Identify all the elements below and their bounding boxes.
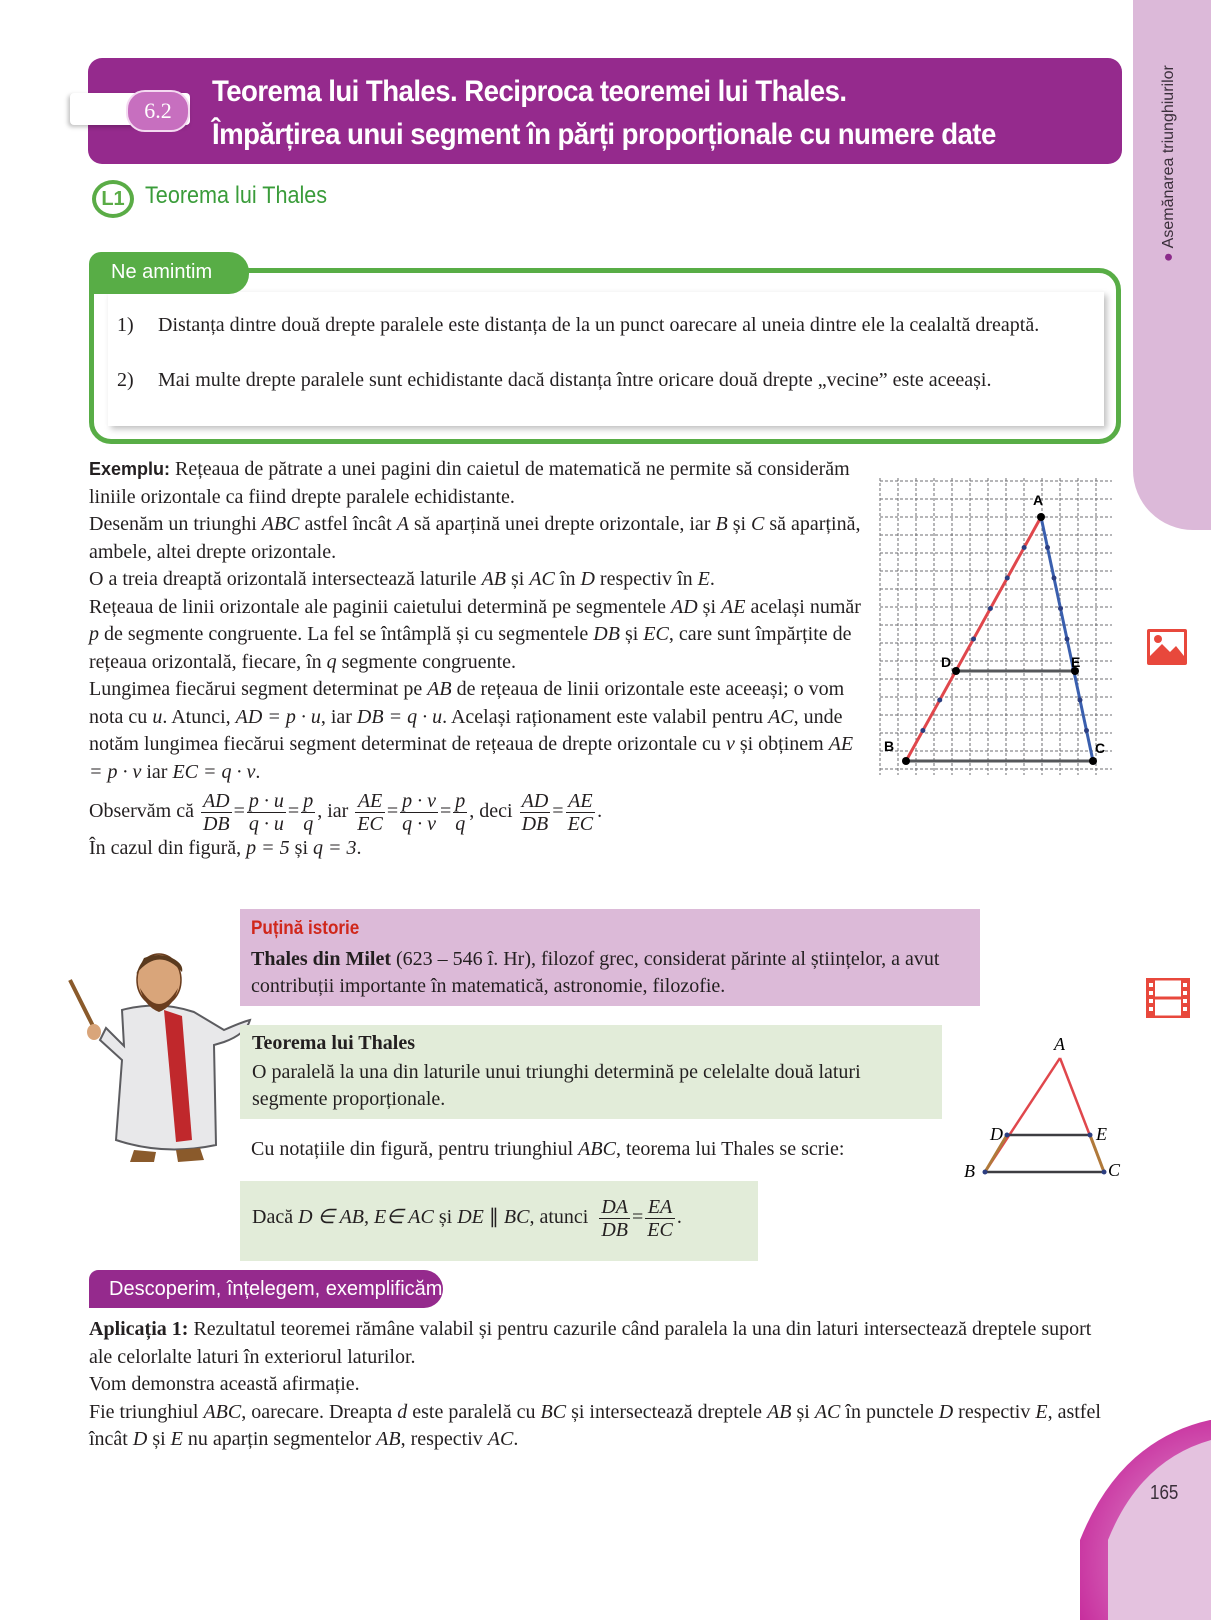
- theorem-statement: O paralelă la una din laturile unui triunghi determină pe celelalte două laturi segmente proporționale.: [252, 1061, 861, 1110]
- theorem-triangle-figure: [960, 1030, 1130, 1190]
- theorem-notation: Cu notațiile din figură, pentru triunghiul ABC, teorema lui Thales se scrie:: [251, 1138, 845, 1160]
- label-C: C: [1095, 740, 1106, 756]
- lesson-title-line1: Teorema lui Thales. Reciproca teoremei lui Thales.: [212, 75, 847, 108]
- lesson-part-title: Teorema lui Thales: [145, 182, 328, 209]
- lesson-part-badge: L1: [92, 180, 134, 218]
- image-icon[interactable]: [1146, 628, 1188, 666]
- film-icon[interactable]: [1146, 978, 1190, 1018]
- svg-text:A: A: [1054, 1034, 1065, 1054]
- discover-tab: Descoperim, înțelegem, exemplificăm: [89, 1270, 443, 1308]
- svg-text:C: C: [1108, 1160, 1121, 1180]
- page-corner: [1080, 1420, 1211, 1620]
- thales-illustration: [64, 950, 254, 1175]
- svg-text:D: D: [990, 1124, 1003, 1144]
- lesson-number-badge: 6.2: [126, 90, 190, 132]
- grid-triangle-figure: [872, 470, 1122, 780]
- label-E: E: [1071, 654, 1081, 670]
- application-paragraph: Aplicația 1: Rezultatul teoremei rămâne valabil și pentru cazurile când paralela la una din laturi intersectează dreptele suport ale celorlalte laturi în exteriorul laturilor. Vom demonstra această afirmație. Fie triunghiul ABC, oarecare. Dreapta d este paralelă cu BC și intersectează dreptele AB și AC în punctele D respectiv E, astfel încât D și E nu aparțin segmentelor AB, respectiv AC.: [89, 1318, 1101, 1450]
- ratio-observation: Observăm că $\frac{AD}{DB}$ = $\frac{p \cdot u}{q \cdot u}$ = $\frac{p}{q}$ , iar $\frac{AE}{EC}$ = $\frac{p \cdot v}{q \cdot v}$ = $\frac{p}{q}$ , deci $\frac{AD}{DB}$ = $\frac{AE}{EC}$ .: [89, 790, 603, 835]
- history-title: Puțină istorie: [251, 918, 360, 939]
- reminder-tab: Ne amintim: [89, 252, 249, 294]
- label-A: A: [1033, 492, 1044, 508]
- history-text: Thales din Milet (623 – 546 î. Hr), filozof grec, considerat părinte al științelor, a avut contribuții importante în matematică, astronomie, filozofie.: [251, 948, 940, 997]
- lesson-title: [212, 70, 1040, 156]
- chapter-side-label: ●Asemănarea triunghiurilor: [1160, 65, 1177, 262]
- theorem-title: Teorema lui Thales: [252, 1032, 415, 1054]
- page-number: 165: [1150, 1482, 1179, 1504]
- example-paragraph: Exemplu: Rețeaua de pătrate a unei pagini din caietul de matematică ne permite să considerăm liniile orizontale ca fiind drepte paralele echidistante. Desenăm un triunghi ABC astfel încât A să aparțină unei drepte orizontale, iar B și C să aparțină, ambele, altei drepte orizontale. O a treia dreaptă orizontală intersectează laturile AB și AC în D respectiv în E. Rețeaua de linii orizontale ale paginii caietului determină pe segmentele AD și AE același număr p de segmente congruente. La fel se întâmplă și cu segmentele DB și EC, care sunt împărțite de rețeaua orizontală, fiecare, în q segmente congruente. Lungimea fiecărui segment determinat pe AB de rețeaua de linii orizontale este aceeași; o vom nota cu u. Atunci, AD = p · u, iar DB = q · u. Același raționament este valabil pentru AC, unde notăm lungimea fiecărui segment determinat de rețeaua de drepte orizontale cu v și obținem AE = p · v iar EC = q · v. Observăm că $\frac{AD}{DB}$ = $\frac{p \cdot u}{q \cdot u}$ = $\frac{p}{q}$ , iar $\frac{AE}{EC}$ = $\frac{p \cdot v}{q \cdot v}$ = $\frac{p}{q}$ , deci $\frac{AD}{DB}$ = $\frac{AE}{EC}$ . În cazul din figură, p = 5 și q = 3.: [89, 456, 869, 863]
- label-B: B: [884, 738, 895, 754]
- svg-text:B: B: [964, 1161, 975, 1181]
- svg-text:E: E: [1096, 1124, 1107, 1144]
- lesson-title-line2: Împărțirea unui segment în părți proporționale cu numere date: [212, 118, 996, 151]
- label-D: D: [941, 654, 952, 670]
- theorem-formula: Dacă D ∈ AB, E∈ AC și DE ∥ BC, atunci $\frac{DA}{DB}$ = $\frac{EA}{EC}$ .: [252, 1196, 682, 1241]
